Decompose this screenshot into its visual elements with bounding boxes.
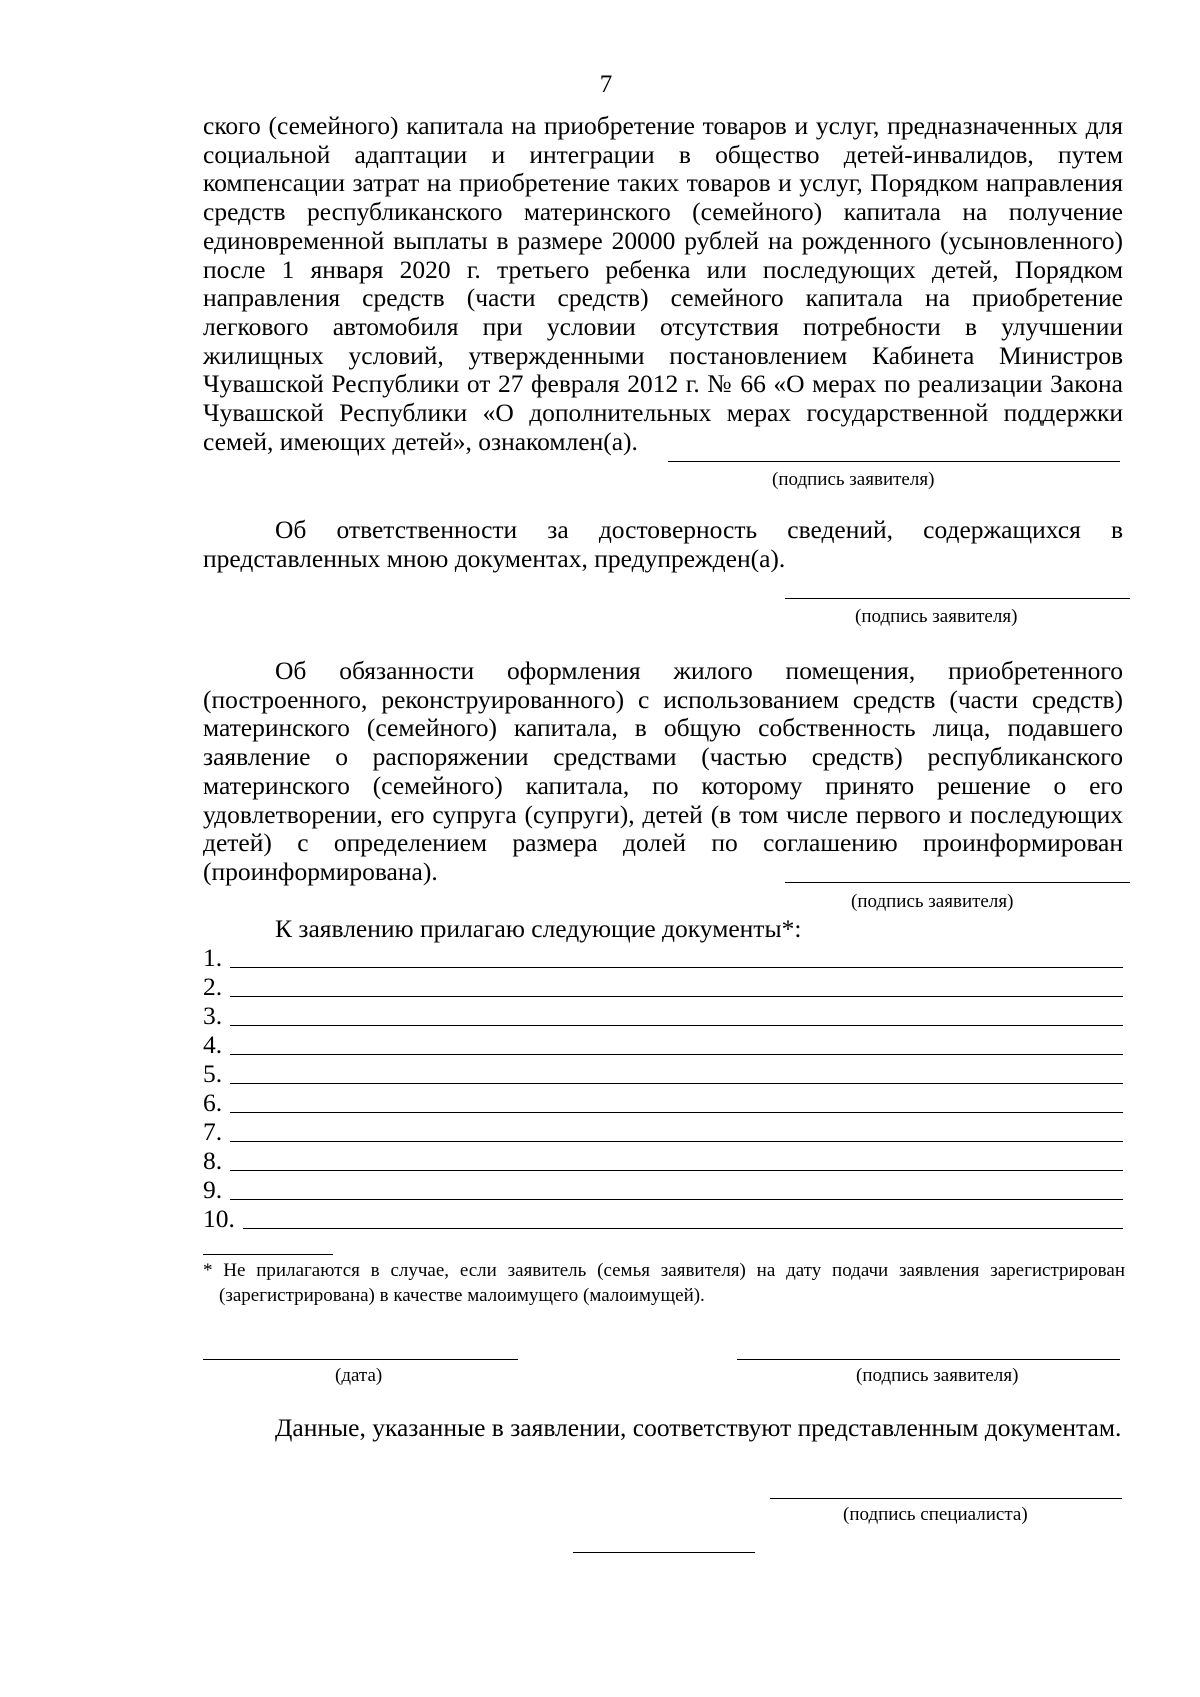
document-entry-line[interactable] <box>230 1141 1123 1142</box>
document-row <box>203 1088 1123 1117</box>
document-row <box>203 1146 1123 1175</box>
document-row <box>203 1117 1123 1146</box>
page-number: 7 <box>599 71 613 98</box>
document-number: 10. <box>203 1204 235 1233</box>
signature-caption-responsibility: (подпись заявителя) <box>855 606 1018 627</box>
document-entry-line[interactable] <box>243 1228 1123 1229</box>
document-number: 7. <box>203 1117 223 1146</box>
signature-line-responsibility <box>785 598 1130 599</box>
document-number: 5. <box>203 1059 223 1088</box>
signature-caption-obligation: (подпись заявителя) <box>851 891 1014 912</box>
document-number: 6. <box>203 1088 223 1117</box>
document-row <box>203 1030 1123 1059</box>
document-entry-line[interactable] <box>230 1170 1123 1171</box>
document-entry-line[interactable] <box>230 1025 1123 1026</box>
closing-rule <box>573 1552 755 1553</box>
document-row <box>203 1204 1123 1233</box>
date-line[interactable] <box>203 1359 518 1360</box>
document-entry-line[interactable] <box>230 1199 1123 1200</box>
signature-caption-intro: (подпись заявителя) <box>772 469 935 490</box>
specialist-caption: (подпись специалиста) <box>843 1504 1028 1525</box>
date-caption: (дата) <box>335 1365 383 1386</box>
document-entry-line[interactable] <box>230 996 1123 997</box>
document-number: 9. <box>203 1175 223 1204</box>
signature-line-final[interactable] <box>737 1359 1120 1360</box>
document-entry-line[interactable] <box>230 1054 1123 1055</box>
document-number: 4. <box>203 1030 223 1059</box>
document-number: 2. <box>203 972 223 1001</box>
footnote-separator <box>203 1254 333 1255</box>
document-row <box>203 1175 1123 1204</box>
signature-line-obligation <box>785 882 1130 883</box>
signature-line-intro <box>668 461 1120 462</box>
data-match-paragraph: Данные, указанные в заявлении, соответствуют представленным документам. <box>275 1413 1122 1442</box>
specialist-signature-line[interactable] <box>770 1498 1122 1499</box>
document-number: 1. <box>203 943 223 972</box>
document-row <box>203 1001 1123 1030</box>
obligation-paragraph: Об обязанности оформления жилого помещения, приобретенного (построенного, реконструированного) с использованием средств (части средств) материнского (семейного) капитала, в общую собственность лица, подавшего заявление о распоряжении средствами (частью средств) республиканского материнского (семейного) капитала, по которому принято решение о его удовлетворении, его супруга (супруги), детей (в том числе первого и последующих детей) с определением размера долей по соглашению проинформирован (проинформирована). <box>203 656 1123 886</box>
document-entry-line[interactable] <box>230 1083 1123 1084</box>
documents-heading: К заявлению прилагаю следующие документы*: <box>275 914 802 943</box>
document-entry-line[interactable] <box>230 967 1123 968</box>
responsibility-paragraph: Об ответственности за достоверность сведений, содержащихся в представленных мною документах, предупрежден(а). <box>203 515 1123 573</box>
document-row <box>203 1059 1123 1088</box>
intro-paragraph: ского (семейного) капитала на приобретение товаров и услуг, предназначенных для социальной адаптации и интеграции в общество детей-инвалидов, путем компенсации затрат на приобретение таких товаров и услуг, Порядком направления средств республиканского материнского (семейного) капитала на получение единовременной выплаты в размере 20000 рублей на рожденного (усыновленного) после 1 января 2020 г. третьего ребенка или последующих детей, Порядком направления средств (части средств) семейного капитала на приобретение легкового автомобиля при условии отсутствия потребности в улучшении жилищных условий, утвержденными постановлением Кабинета Министров Чувашской Республики от 27 февраля 2012 г. № 66 «О мерах по реализации Закона Чувашской Республики «О дополнительных мерах государственной поддержки семей, имеющих детей», ознакомлен(а). <box>203 111 1123 456</box>
document-row <box>203 972 1123 1001</box>
document-number: 3. <box>203 1001 223 1030</box>
document-row <box>203 943 1123 972</box>
footnote-text: * Не прилагаются в случае, если заявитель (семья заявителя) на дату подачи заявления зарегистрирован (зарегистрирована) в качестве малоимущего (малоимущей). <box>203 1260 1125 1306</box>
document-number: 8. <box>203 1146 223 1175</box>
signature-caption-final: (подпись заявителя) <box>856 1365 1019 1386</box>
document-entry-line[interactable] <box>230 1112 1123 1113</box>
